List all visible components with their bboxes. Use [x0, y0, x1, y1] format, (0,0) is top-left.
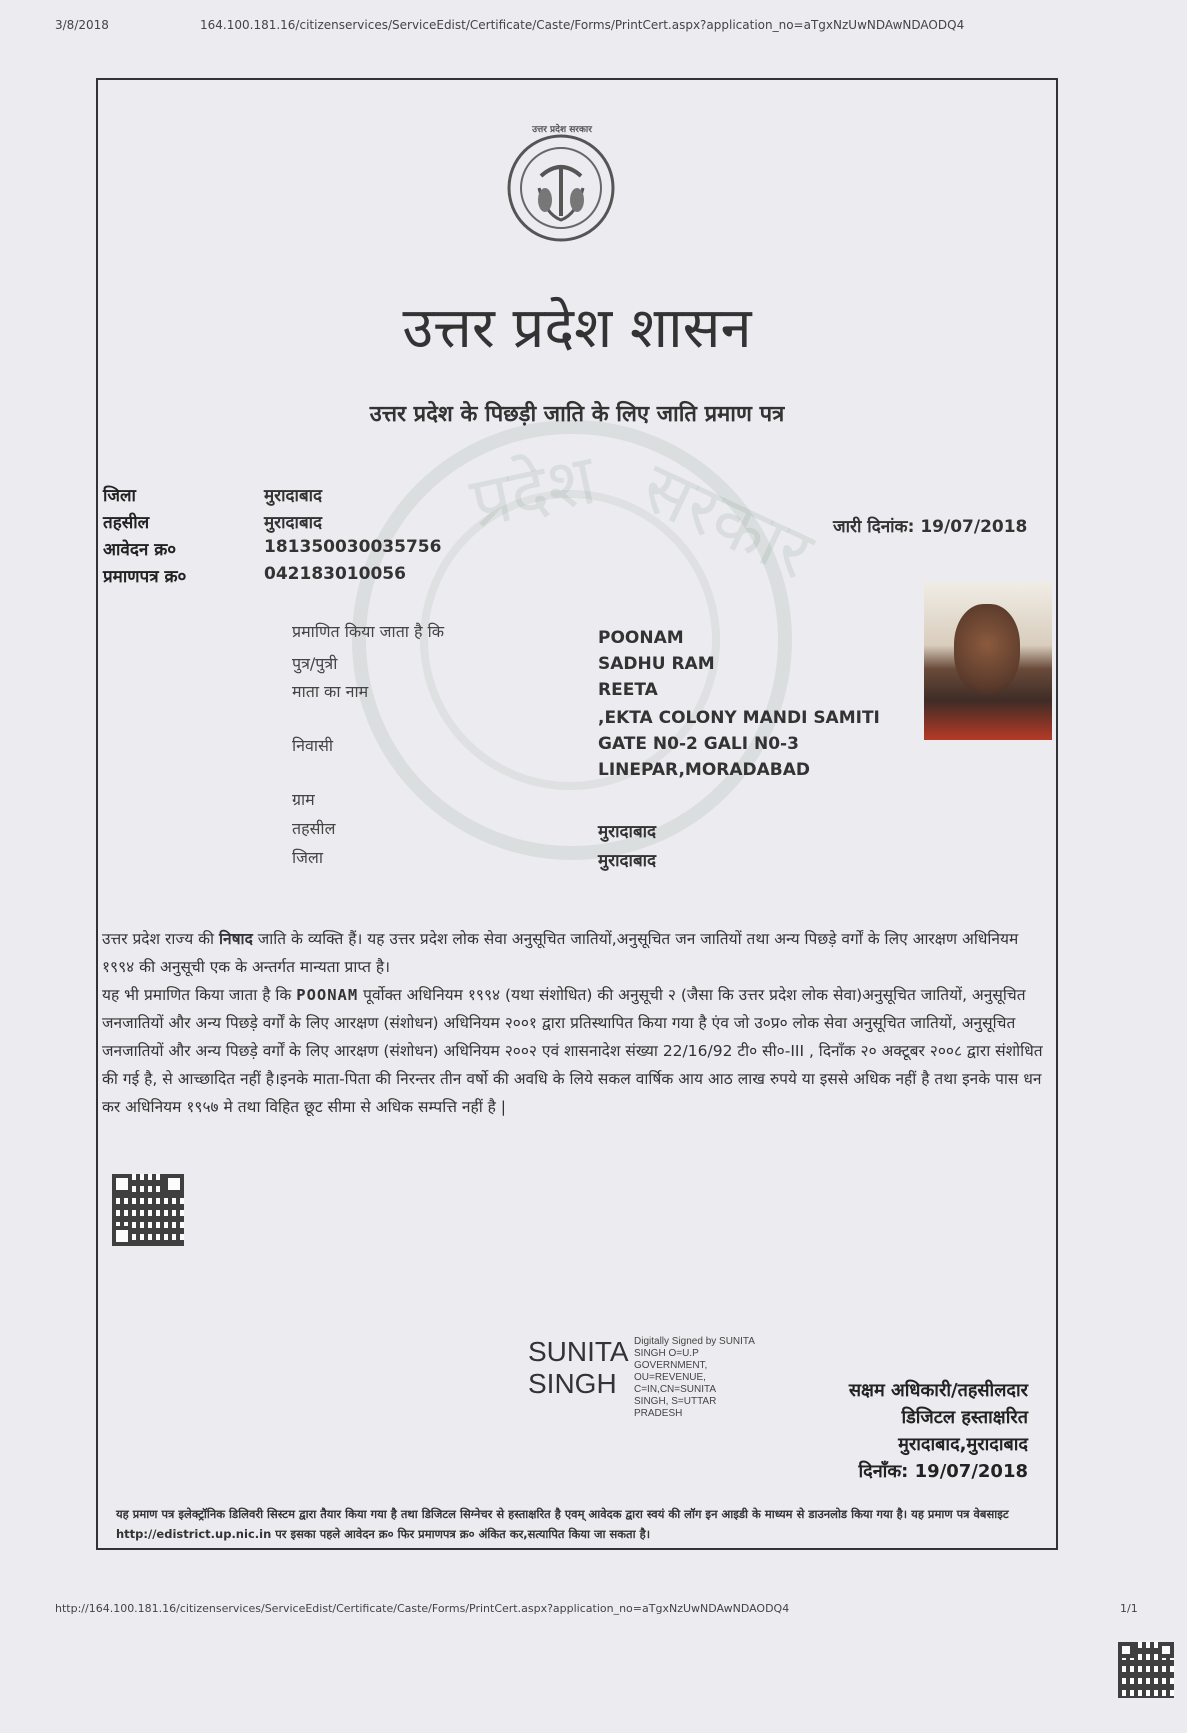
corner-qr-code [1118, 1642, 1174, 1698]
district-label: जिला [103, 486, 136, 506]
sig-detail-1: Digitally Signed by SUNITA [634, 1336, 755, 1347]
body-paragraph-2 [102, 981, 1052, 1121]
applicant-photo [924, 582, 1052, 740]
digital-signature-name [528, 1336, 629, 1400]
up-government-emblem [505, 128, 617, 250]
authority-date [780, 1458, 1028, 1485]
authority-signed: डिजिटल हस्ताक्षरित [901, 1407, 1028, 1428]
authority-date-label: दिनाँक: [858, 1461, 909, 1482]
qr-code [112, 1174, 184, 1246]
tehsil-value: मुरादाबाद [264, 513, 323, 533]
authority-location: मुरादाबाद,मुरादाबाद [898, 1434, 1028, 1455]
mother-label: माता का नाम [292, 682, 369, 701]
village-label: ग्राम [292, 790, 315, 809]
sig-detail-4: OU=REVENUE, [634, 1372, 706, 1383]
caste-name: निषाद [218, 930, 253, 948]
address-line-3: LINEPAR,MORADABAD [598, 760, 811, 780]
print-date: 3/8/2018 [55, 18, 109, 32]
print-footer-url: http://164.100.181.16/citizenservices/ServiceEdist/Certificate/Caste/Forms/PrintCert.aspx?application_no=aTgxNzUwNDAwNDAODQ4 [55, 1602, 790, 1615]
sig-detail-2: SINGH O=U.P [634, 1348, 699, 1359]
p1-start: उत्तर प्रदेश राज्य की [102, 930, 215, 948]
issue-date-value: 19/07/2018 [920, 517, 1028, 537]
father-name: SADHU RAM [598, 654, 715, 674]
resident-label: निवासी [292, 736, 334, 755]
body-paragraph-1 [102, 925, 1052, 981]
signer-first-name: SUNITA [528, 1336, 629, 1367]
print-url: 164.100.181.16/citizenservices/ServiceEdist/Certificate/Caste/Forms/PrintCert.aspx?application_no=aTgxNzUwNDAwNDAODQ4 [200, 18, 965, 32]
qr-finder-tr [164, 1174, 184, 1194]
application-no-label: आवेदन क्र० [103, 540, 177, 560]
issue-date-label: जारी दिनांक: [833, 517, 915, 537]
certified-label: प्रमाणित किया जाता है कि [292, 622, 445, 641]
p2-start: यह भी प्रमाणित किया जाता है कि [102, 986, 292, 1004]
qr-finder-tl [112, 1174, 132, 1194]
sig-detail-5: C=IN,CN=SUNITA [634, 1384, 717, 1395]
footer-verification-note: यह प्रमाण पत्र इलेक्ट्रॉनिक डिलिवरी सिस्टम द्वारा तैयार किया गया है तथा डिजिटल सिग्नेचर से हस्ताक्षरित है एवम् आवेदक द्वारा स्वयं की लॉग इन आइडी के माध्यम से डाउनलोड किया गया है। यह प्रमाण पत्र वेबसाइट http://edistrict.up.nic.in पर इसका पहले आवेदन क्र० फिर प्रमाणपत्र क्र० अंकित कर,सत्यापित किया जा सकता है। [116, 1507, 1009, 1541]
corner-qr-finder-tr [1158, 1642, 1174, 1658]
mother-name: REETA [598, 680, 658, 700]
print-page-number: 1/1 [1120, 1602, 1138, 1615]
details-tehsil-value: मुरादाबाद [598, 822, 657, 842]
watermark-text-right: सरकार [629, 446, 825, 596]
address-line-1: ,EKTA COLONY MANDI SAMITI [598, 708, 880, 728]
details-district-value: मुरादाबाद [598, 851, 657, 871]
certificate-subtitle: उत्तर प्रदेश के पिछड़ी जाति के लिए जाति प्रमाण पत्र [369, 402, 785, 427]
sig-detail-7: PRADESH [634, 1408, 683, 1419]
authority-date-value: 19/07/2018 [914, 1461, 1028, 1482]
applicant-name: POONAM [598, 628, 684, 648]
p1-end: जाति के व्यक्ति हैं। यह उत्तर प्रदेश लोक सेवा अनुसूचित जातियों,अनुसूचित जन जातियों तथा अन्य पिछड़े वर्गों के लिए आरक्षण अधिनियम १९९४ की अनुसूची एक के अन्तर्गत मान्यता प्राप्त है। [102, 930, 1019, 976]
tehsil-label: तहसील [103, 513, 150, 533]
details-tehsil-label: तहसील [292, 819, 336, 838]
details-district-label: जिला [292, 848, 324, 867]
certificate-no-value: 042183010056 [264, 564, 406, 584]
applicant-face [954, 604, 1020, 694]
address-line-2: GATE N0-2 GALI N0-3 [598, 734, 799, 754]
certificate-no-label: प्रमाणपत्र क्र० [103, 567, 187, 587]
corner-qr-finder-tl [1118, 1642, 1134, 1658]
certificate-body [102, 925, 1052, 1121]
father-label: पुत्र/पुत्री [292, 654, 338, 673]
digital-signature-details [634, 1336, 755, 1420]
issuing-authority [780, 1377, 1028, 1485]
emblem-caption: उत्तर प्रदेश सरकार [532, 125, 592, 135]
watermark-text-left: प्रदेश [463, 437, 603, 544]
p2-end: पूर्वोक्त अधिनियम १९९४ (यथा संशोधित) की अनुसूची २ (जैसा कि उत्तर प्रदेश लोक सेवा)अनुसूचित जातियों, अनुसूचित जनजातियों और अन्य पिछड़े वर्गों के लिए आरक्षण (संशोधन) अधिनियम २००१ द्वारा प्रतिस्थापित किया गया है एंव जो उ०प्र० लोक सेवा अनुसूचित जातियों, अनुसूचित जनजातियों और अन्य पिछड़े वर्गों के लिए आरक्षण (संशोधन) अधिनियम २००२ एवं शासनादेश संख्या 22/16/92 टी० सी०-III , दिनाँक २० अक्टूबर २००८ द्वारा संशोधित की गई है, से आच्छादित नहीं है।इनके माता-पिता की निरन्तर तीन वर्षो की अवधि के लिये सकल वार्षिक आय आठ लाख रुपये या इससे अधिक नहीं है तथा इनके पास धन कर अधिनियम १९५७ मे तथा विहित छूट सीमा से अधिक सम्पत्ति नहीं है | [102, 986, 1043, 1116]
issue-date [833, 514, 1027, 537]
qr-finder-bl [112, 1226, 132, 1246]
application-no-value: 181350030035756 [264, 537, 442, 557]
government-title: उत्तर प्रदेश शासन [402, 296, 752, 361]
district-value: मुरादाबाद [264, 486, 323, 506]
p2-applicant-name: POONAM [296, 986, 359, 1004]
sig-detail-3: GOVERNMENT, [634, 1360, 708, 1371]
signer-last-name: SINGH [528, 1368, 617, 1399]
authority-title: सक्षम अधिकारी/तहसीलदार [848, 1380, 1028, 1401]
sig-detail-6: SINGH, S=UTTAR [634, 1396, 717, 1407]
